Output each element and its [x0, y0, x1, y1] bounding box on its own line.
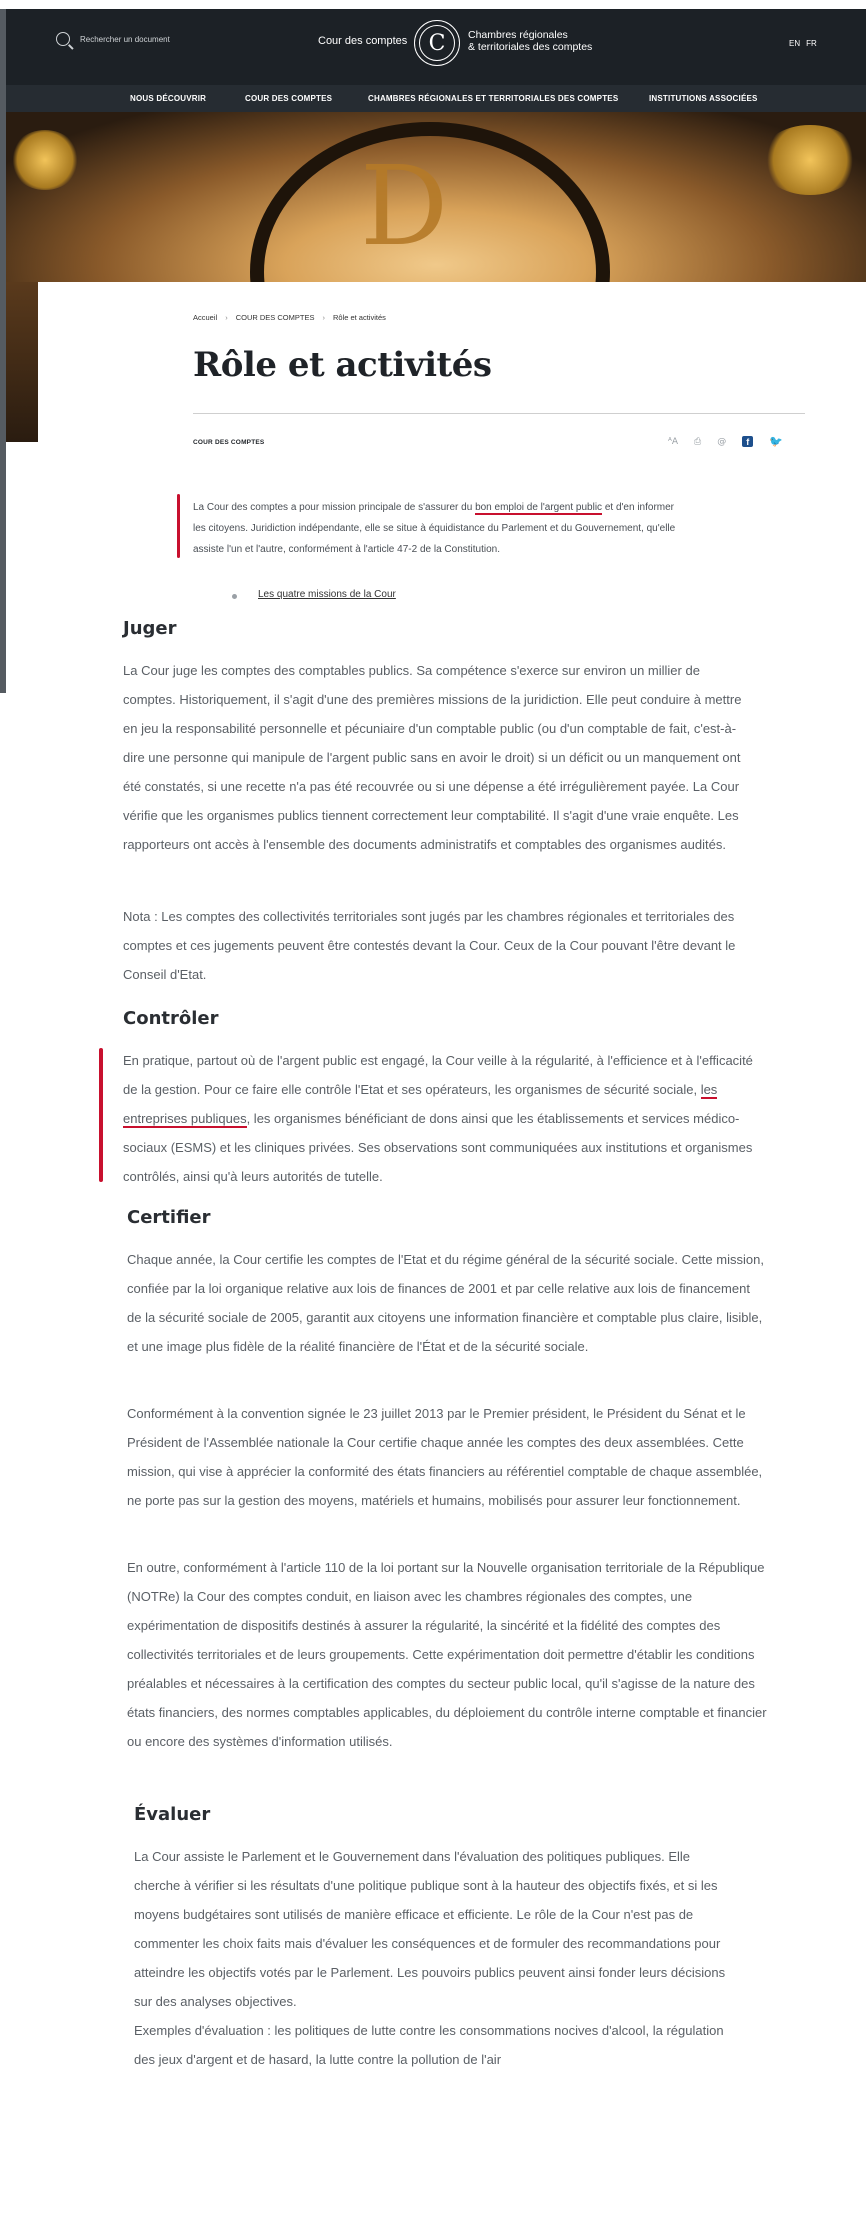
section-title-juger: Juger	[123, 618, 177, 639]
section-title-controler: Contrôler	[123, 1008, 219, 1029]
intro-text-end: et d'en informer les citoyens. Juridiction indépendante, elle se situe à équidistance du Parlement et du Gouvernement, qu'elle assiste l'un et l'autre, conformément à l'article 47-2 de la Constitution.	[193, 502, 676, 555]
nav-item-cour-des-comptes[interactable]: COUR DES COMPTES	[245, 94, 333, 103]
controler-highlight: les entreprises publiques	[123, 1082, 718, 1126]
intro-accent-bar	[177, 494, 180, 558]
main-nav	[6, 85, 866, 112]
breadcrumb-home[interactable]: Accueil	[193, 313, 218, 322]
brand-right-line2: & territoriales des comptes	[468, 41, 593, 53]
nav-item-nous-decouvrir[interactable]: NOUS DÉCOUVRIR	[130, 94, 207, 103]
certifier-paragraph-3: En outre, conformément à l'article 110 de la loi portant sur la Nouvelle organisation territoriale de la République (NOTRe) la Cour des comptes conduit, en liaison avec les chambres régionales des comptes, une expérimentation de dispositifs destinés à assurer la régularité, la sincérité et la fidélité des comptes des collectivités territoriales et de leurs groupements. Cette expérimentation doit permettre d'établir les conditions préalables et nécessaires à la certification des comptes du secteur public local, qu'il s'agisse de la nature des états financiers, des normes comptables applicables, du déploiement du contrôle interne comptable et financier ou encore des systèmes d'information utilisés.	[127, 1560, 767, 1749]
intro-text	[193, 497, 683, 560]
controler-paragraph	[123, 1046, 753, 1191]
nav-item-chambres-regionales[interactable]: CHAMBRES RÉGIONALES ET TERRITORIALES DES COMPTES	[368, 94, 619, 103]
breadcrumb	[193, 313, 386, 322]
nav-item-institutions-associees[interactable]: INSTITUTIONS ASSOCIÉES	[649, 94, 758, 103]
email-icon[interactable]: @	[717, 436, 727, 447]
twitter-icon[interactable]: 🐦	[769, 435, 783, 448]
breadcrumb-separator: ›	[322, 313, 325, 322]
juger-paragraph-2: Nota : Les comptes des collectivités territoriales sont jugés par les chambres régionales et territoriales des comptes et ces jugements peuvent être contestés devant la Cour. Ceux de la Cour pouvant l'être devant le Conseil d'Etat.	[123, 909, 736, 982]
certifier-paragraph-1: Chaque année, la Cour certifie les comptes de l'Etat et du régime général de la sécurité sociale. Cette mission, confiée par la loi organique relative aux lois de finances de 2001 et par celle relative aux lois de financement de la sécurité sociale de 2005, garantit aux citoyens une information financière et comptable plus claire, lisible, et une image plus fidèle de la réalité financière de l'État et de la sécurité sociale.	[127, 1252, 764, 1354]
hero-image-edge	[6, 282, 38, 442]
certifier-paragraph-2: Conformément à la convention signée le 23 juillet 2013 par le Premier président, le Président du Sénat et le Président de l'Assemblée nationale la Cour certifie chaque année les comptes des deux assemblées. Cette mission, qui vise à apprécier la conformité des états financiers au référentiel comptable de chaque assemblée, ne porte pas sur la gestion des moyens, matériels et humains, mobilisés pour assurer leur fonctionnement.	[127, 1406, 763, 1508]
intro-highlight: bon emploi de l'argent public	[475, 502, 603, 513]
brand-right-line1: Chambres régionales	[468, 29, 568, 41]
juger-paragraph-1: La Cour juge les comptes des comptables publics. Sa compétence s'exerce sur environ un millier de comptes. Historiquement, il s'agit d'une des premières missions de la juridiction. Elle peut conduire à mettre en jeu la responsabilité personnelle et pécuniaire d'un comptable public (ou d'un comptable de fait, c'est-à-dire une personne qui manipule de l'argent public sans en avoir le droit) si un déficit ou un manquement ont été constatés, si une recette n'a pas été recouvrée ou si une dépense a été irrégulièrement payée. La Cour vérifie que les organismes publics tiennent correctement leur comptabilité. Il s'agit d'une vraie enquête. Les rapporteurs ont accès à l'ensemble des documents administratifs et comptables des organismes audités.	[123, 663, 742, 852]
logo[interactable]	[414, 20, 460, 66]
facebook-icon[interactable]: f	[742, 436, 753, 447]
logo-emblem: C	[419, 25, 455, 61]
hero-monogram: D	[360, 142, 449, 270]
breadcrumb-separator: ›	[225, 313, 228, 322]
print-icon[interactable]: ⎙	[694, 436, 702, 447]
section-tag[interactable]: COUR DES COMPTES	[193, 439, 265, 446]
hero-image	[6, 112, 866, 282]
breadcrumb-cour[interactable]: COUR DES COMPTES	[235, 313, 315, 322]
search-box[interactable]	[56, 32, 170, 46]
controler-text-end: , les organismes bénéficiant de dons ainsi que les établissements et services médico-sociaux (ESMS) et les cliniques privées. Ses observations sont communiquées aux institutions et organismes contrôlés, ainsi qu'à leurs autorités de tutelle.	[123, 1111, 753, 1184]
breadcrumb-current: Rôle et activités	[332, 313, 386, 322]
toc-bullet	[232, 594, 237, 599]
browser-top-strip	[0, 0, 866, 9]
search-icon[interactable]	[56, 32, 70, 46]
controler-accent-bar	[99, 1048, 103, 1182]
hero-ornament-left	[10, 130, 80, 190]
brand-chambres[interactable]	[468, 29, 592, 53]
section-title-evaluer: Évaluer	[134, 1804, 211, 1825]
page-title: Rôle et activités	[193, 345, 492, 385]
evaluer-paragraph-2: Exemples d'évaluation : les politiques de lutte contre les consommations nocives d'alcool, la régulation des jeux d'argent et de hasard, la lutte contre la pollution de l'air	[134, 2023, 724, 2067]
page-tools	[668, 435, 783, 448]
controler-text-start: En pratique, partout où de l'argent public est engagé, la Cour veille à la régularité, à l'efficience et à l'efficacité de la gestion. Pour ce faire elle contrôle l'Etat et ses opérateurs, les organismes de sécurité sociale,	[123, 1053, 753, 1097]
text-size-icon[interactable]: ᴬA	[668, 436, 679, 447]
evaluer-paragraph-1: La Cour assiste le Parlement et le Gouvernement dans l'évaluation des politiques publiques. Elle cherche à vérifier si les résultats d'une politique publique sont à la hauteur des objectifs fixés, et si les moyens budgétaires sont utilisés de manière efficace et efficiente. Le rôle de la Cour n'est pas de commenter les choix faits mais d'évaluer les conséquences et de formuler des recommandations pour atteindre les objectifs votés par le Parlement. Les pouvoirs publics peuvent ainsi fonder leurs décisions sur des analyses objectives.	[134, 1849, 726, 2009]
section-title-certifier: Certifier	[127, 1207, 211, 1228]
intro-text-start: La Cour des comptes a pour mission principale de s'assurer du	[193, 502, 476, 513]
search-input[interactable]: Rechercher un document	[80, 34, 170, 44]
language-switcher	[789, 39, 817, 48]
lang-fr[interactable]: FR	[806, 39, 817, 48]
hero-ornament-right	[760, 125, 860, 195]
title-divider	[193, 413, 805, 414]
toc-link-quatre-missions[interactable]: Les quatre missions de la Cour	[258, 589, 396, 600]
brand-cour-des-comptes[interactable]: Cour des comptes	[318, 35, 408, 47]
lang-en[interactable]: EN	[789, 39, 801, 48]
site-header	[6, 9, 866, 85]
